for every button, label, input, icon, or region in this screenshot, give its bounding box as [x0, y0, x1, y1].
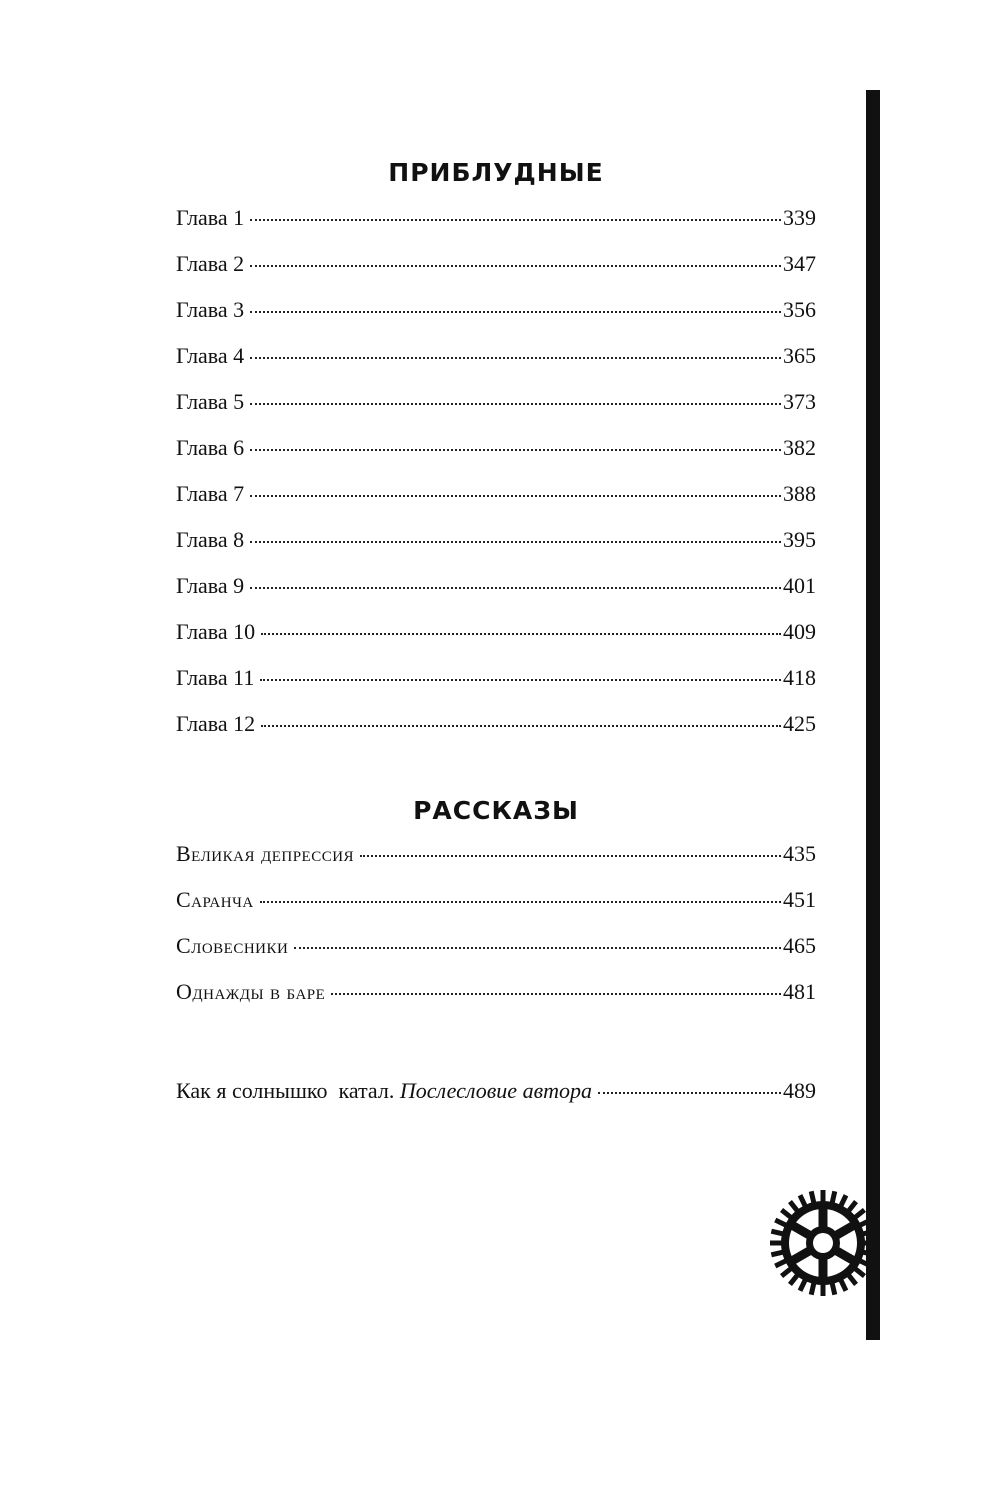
toc-leader — [250, 449, 781, 451]
gear-tooth — [770, 1241, 784, 1246]
toc-page-number: 347 — [783, 251, 816, 276]
toc-leader — [260, 679, 781, 681]
toc-entry-label: Глава 3 — [176, 297, 245, 322]
toc-entry-label: Однажды в баре — [176, 979, 326, 1004]
toc-entry[interactable] — [176, 887, 816, 933]
gear-tooth — [774, 1218, 789, 1229]
gear-tooth — [862, 1241, 876, 1246]
toc-page-number: 481 — [783, 979, 816, 1004]
toc-page-number: 373 — [783, 389, 816, 414]
toc-entry-label: Глава 1 — [176, 205, 245, 230]
toc-entry-label: Глава 2 — [176, 251, 245, 276]
toc-entry-label: Глава 12 — [176, 711, 256, 736]
toc-page-number: 401 — [783, 573, 816, 598]
toc-page-number: 339 — [783, 205, 816, 230]
toc-page-number: 418 — [783, 665, 816, 690]
section-title-rasskazy: РАССКАЗЫ — [413, 796, 579, 825]
toc-leader — [260, 901, 781, 903]
toc-page-number: 409 — [783, 619, 816, 644]
gear-tooth — [857, 1258, 872, 1269]
gear-tooth — [821, 1282, 826, 1296]
afterword-subtitle: Послесловие автора — [399, 1078, 593, 1103]
gear-tooth — [798, 1194, 809, 1209]
afterword-title: Как я солнышко катал. — [176, 1078, 395, 1103]
toc-leader — [360, 855, 781, 857]
toc-entry[interactable] — [176, 841, 816, 887]
gear-tooth — [780, 1265, 794, 1278]
toc-page-number: 489 — [783, 1078, 816, 1103]
toc-entry[interactable] — [176, 205, 816, 251]
toc-entry[interactable] — [176, 933, 816, 979]
toc-page-number: 435 — [783, 841, 816, 866]
gear-tooth — [774, 1258, 789, 1269]
toc-entry-label: Глава 11 — [176, 665, 255, 690]
toc-list-rasskazy — [176, 841, 816, 1025]
toc-entry-label: Саранча — [176, 887, 254, 912]
gear-tooth — [821, 1190, 826, 1204]
toc-entry-afterword[interactable] — [176, 1078, 816, 1124]
toc-entry[interactable] — [176, 251, 816, 297]
toc-page-number: 395 — [783, 527, 816, 552]
toc-page-number: 425 — [783, 711, 816, 736]
gear-tooth — [852, 1208, 866, 1221]
toc-page-number: 356 — [783, 297, 816, 322]
gear-tooth — [788, 1200, 801, 1214]
toc-leader — [250, 587, 781, 589]
gear-icon — [768, 1188, 878, 1298]
toc-leader — [598, 1092, 781, 1094]
toc-leader — [250, 265, 781, 267]
toc-entry[interactable] — [176, 481, 816, 527]
toc-entry[interactable] — [176, 343, 816, 389]
toc-page-number: 365 — [783, 343, 816, 368]
section-title-pribludnye: ПРИБЛУДНЫЕ — [388, 158, 604, 187]
gear-tooth — [788, 1272, 801, 1286]
toc-entry[interactable] — [176, 573, 816, 619]
toc-list-pribludnye — [176, 205, 816, 757]
toc-entry-label: Глава 7 — [176, 481, 245, 506]
toc-entry[interactable] — [176, 979, 816, 1025]
gear-tooth — [852, 1265, 866, 1278]
toc-page-number: 388 — [783, 481, 816, 506]
toc-leader — [331, 993, 781, 995]
gear-tooth — [798, 1277, 809, 1292]
gear-tooth — [845, 1272, 858, 1286]
gear-tooth — [838, 1277, 849, 1292]
toc-leader — [250, 495, 781, 497]
toc-page-number: 465 — [783, 933, 816, 958]
gear-tooth — [780, 1208, 794, 1221]
gear-tooth — [845, 1200, 858, 1214]
toc-entry-label: Глава 10 — [176, 619, 256, 644]
toc-entry-label: Глава 8 — [176, 527, 245, 552]
toc-list-afterword — [176, 1078, 816, 1124]
gear-tooth — [838, 1194, 849, 1209]
gear-tooth — [857, 1218, 872, 1229]
toc-leader — [250, 219, 781, 221]
toc-entry[interactable] — [176, 665, 816, 711]
toc-entry[interactable] — [176, 527, 816, 573]
side-bar-decoration — [866, 90, 880, 1340]
toc-page-number: 451 — [783, 887, 816, 912]
toc-entry-label: Великая депрессия — [176, 841, 355, 866]
toc-entry-label: Глава 6 — [176, 435, 245, 460]
toc-entry-label: Глава 4 — [176, 343, 245, 368]
toc-leader — [250, 357, 781, 359]
toc-leader — [250, 403, 781, 405]
toc-entry-label: Словесники — [176, 933, 289, 958]
toc-entry-label: Глава 9 — [176, 573, 245, 598]
toc-leader — [261, 725, 781, 727]
toc-entry-label — [176, 1078, 592, 1104]
toc-leader — [250, 541, 781, 543]
toc-leader — [294, 947, 781, 949]
toc-entry[interactable] — [176, 435, 816, 481]
toc-entry-label: Глава 5 — [176, 389, 245, 414]
toc-entry[interactable] — [176, 619, 816, 665]
toc-entry[interactable] — [176, 711, 816, 757]
toc-page-number: 382 — [783, 435, 816, 460]
toc-leader — [250, 311, 781, 313]
toc-leader — [261, 633, 781, 635]
toc-entry[interactable] — [176, 297, 816, 343]
toc-entry[interactable] — [176, 389, 816, 435]
